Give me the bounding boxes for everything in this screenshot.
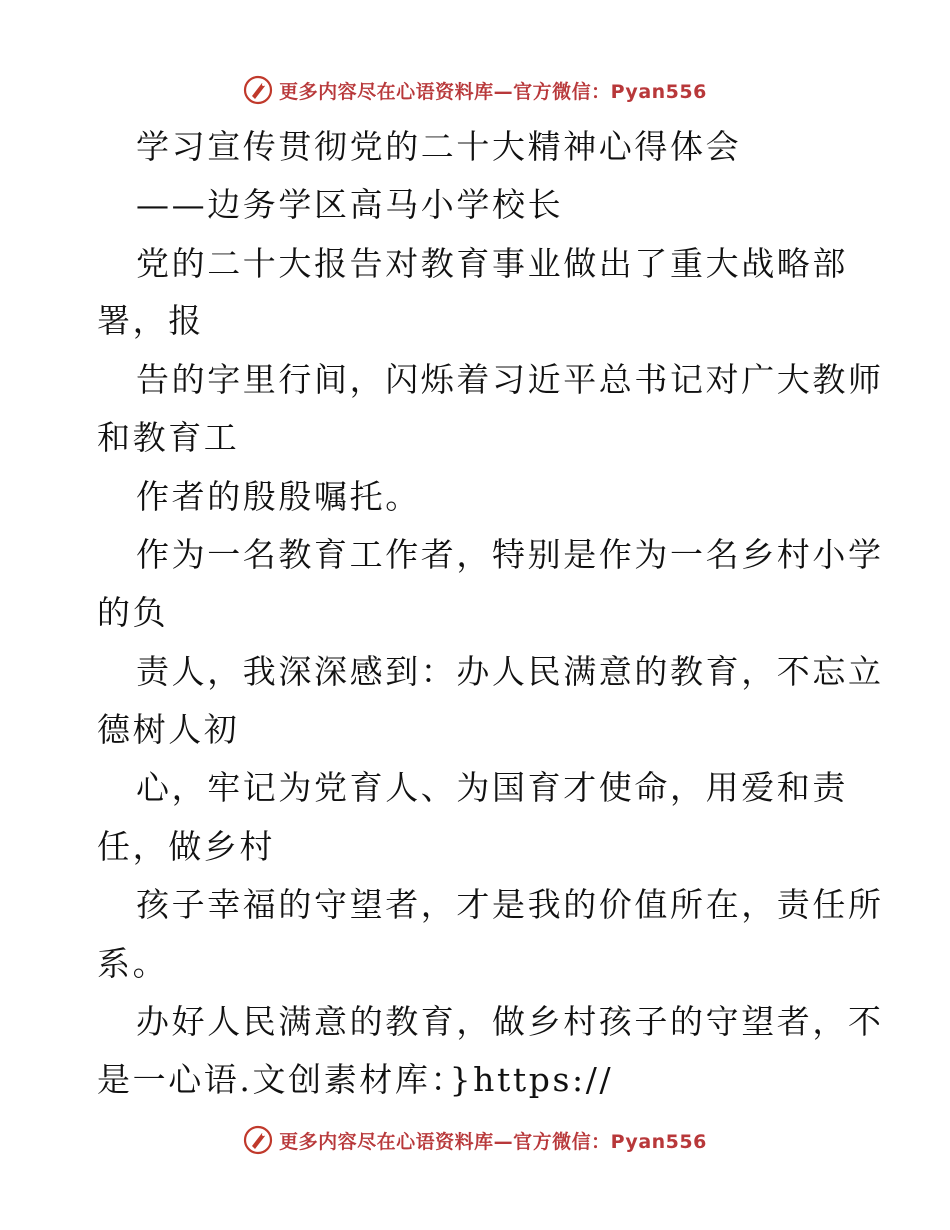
paragraph-line: 是一心语.文创素材库：}https:// <box>97 1060 614 1099</box>
paragraph-line: 责人，我深深感到：办人民满意的教育，不忘立 <box>136 652 884 691</box>
pen-nib-logo-icon <box>243 75 273 105</box>
paragraph-line: 任，做乡村 <box>97 827 275 866</box>
paragraph-line: 孩子幸福的守望者，才是我的价值所在，责任所 <box>136 885 884 924</box>
paragraph-line: 心，牢记为党育人、为国育才使命，用爱和责 <box>136 768 848 807</box>
header-watermark-banner <box>0 70 950 110</box>
paragraph-line: 系。 <box>97 944 169 983</box>
pen-nib-logo-icon <box>243 1125 273 1155</box>
paragraph-line: 作者的殷殷嘱托。 <box>136 477 421 516</box>
paragraph-line: 德树人初 <box>97 710 240 749</box>
document-title: 学习宣传贯彻党的二十大精神心得体会 <box>136 127 742 166</box>
document-byline: ——边务学区高马小学校长 <box>136 185 564 224</box>
banner-text: 更多内容尽在心语资料库—官方微信：Pyan556 <box>279 80 707 103</box>
banner-text: 更多内容尽在心语资料库—官方微信：Pyan556 <box>279 1130 707 1153</box>
paragraph-line: 署，报 <box>97 301 204 340</box>
footer-watermark-banner <box>0 1120 950 1160</box>
paragraph-line: 和教育工 <box>97 418 240 457</box>
paragraph-line: 的负 <box>97 593 169 632</box>
paragraph-line: 作为一名教育工作者，特别是作为一名乡村小学 <box>136 535 884 574</box>
paragraph-line: 党的二十大报告对教育事业做出了重大战略部 <box>136 244 848 283</box>
paragraph-line: 告的字里行间，闪烁着习近平总书记对广大教师 <box>136 360 884 399</box>
paragraph-line: 办好人民满意的教育，做乡村孩子的守望者，不 <box>136 1002 884 1041</box>
